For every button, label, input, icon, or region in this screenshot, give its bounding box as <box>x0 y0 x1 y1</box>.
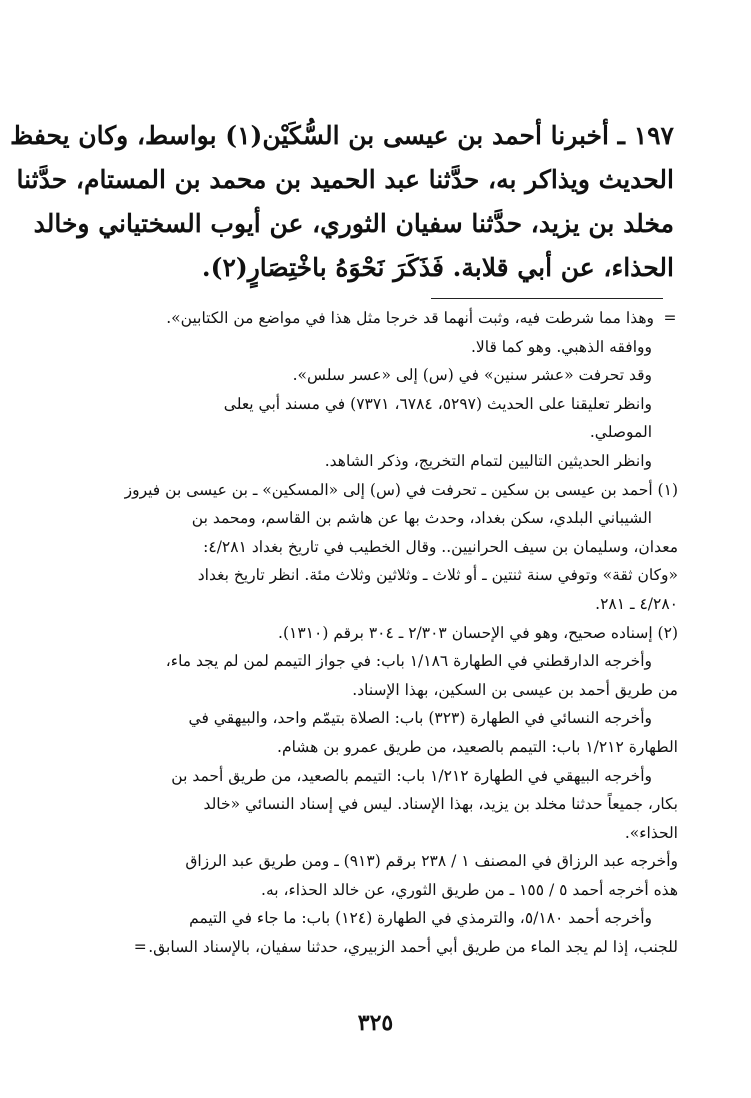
hadith-line: الحديث ويذاكر به، حدَّثنا عبد الحميد بن محمد بن المستام، حدَّثنا <box>16 165 674 194</box>
footnote-line: وانظر الحديثين التاليين لتمام التخريج، وذكر الشاهد. <box>324 451 652 470</box>
footnote-line: وقد تحرفت «عشر سنين» في (س) إلى «عسر سلس». <box>292 366 652 385</box>
footnote-line: وأخرجه الدارقطني في الطهارة ١/١٨٦ باب: في جواز التيمم لمن لم يجد ماء، <box>165 652 652 671</box>
footnote-line: بكار، جميعاً حدثنا مخلد بن يزيد، بهذا الإسناد. ليس في إسناد النسائي «خالد <box>203 795 678 814</box>
footnotes <box>74 304 678 962</box>
footnote-line: ووافقه الذهبي. وهو كما قالا. <box>470 337 652 356</box>
footnote-line: هذه أخرجه أحمد ٥ / ١٥٥ ـ من طريق الثوري، عن خالد الحذاء، به. <box>261 880 678 899</box>
footnote-line: ٤/٢٨٠ ـ ٢٨١. <box>595 594 678 613</box>
footnote-line: وانظر تعليقنا على الحديث (٥٢٩٧، ٦٧٨٤، ٧٣٧١) في مسند أبي يعلى <box>223 394 652 413</box>
footnote-line: وأخرجه أحمد ٥/١٨٠، والترمذي في الطهارة (١٢٤) باب: ما جاء في التيمم <box>189 909 652 928</box>
footnote-line: =وهذا مما شرطت فيه، وثبت أنهما قد خرجا مثل هذا في مواضع من الكتابين». <box>74 304 678 333</box>
footnote-separator <box>431 298 663 299</box>
footnote-line: الشيباني البلدي، سكن بغداد، وحدث بها عن هاشم بن القاسم، ومحمد بن <box>191 509 652 528</box>
continuation-marker: = <box>663 309 677 327</box>
footnote-line: للجنب، إذا لم يجد الماء من طريق أبي أحمد الزبيري، حدثنا سفيان، بالإسناد السابق.= <box>74 933 678 962</box>
footnote-line: وأخرجه عبد الرزاق في المصنف ١ / ٢٣٨ برقم (٩١٣) ـ ومن طريق عبد الرزاق <box>185 852 678 871</box>
page-number: ٣٢٥ <box>357 1010 394 1036</box>
hadith-text <box>10 114 674 290</box>
footnote-line: من طريق أحمد بن عيسى بن السكين، بهذا الإسناد. <box>352 680 678 699</box>
hadith-line: الحذاء، عن أبي قلابة. فَذَكَرَ نَحْوَهُ باخْتِصَارٍ(٢). <box>201 253 674 282</box>
footnote-line: (١) أحمد بن عيسى بن سكين ـ تحرفت في (س) إلى «المسكين» ـ بن عيسى بن فيروز <box>124 480 678 499</box>
footnote-line: (٢) إسناده صحيح، وهو في الإحسان ٢/٣٠٣ ـ ٣٠٤ برقم (١٣١٠). <box>278 623 678 642</box>
footnote-line: وأخرجه النسائي في الطهارة (٣٢٣) باب: الصلاة بتيمّم واحد، والبيهقي في <box>188 709 652 728</box>
footnote-line: الموصلي. <box>589 423 652 442</box>
hadith-line: مخلد بن يزيد، حدَّثنا سفيان الثوري، عن أيوب السختياني وخالد <box>33 209 674 238</box>
footnote-line: معدان، وسليمان بن سيف الحرانيين.. وقال الخطيب في تاريخ بغداد ٤/٢٨١: <box>203 537 678 556</box>
footnote-line: «وكان ثقة» وتوفي سنة ثنتين ـ أو ثلاث ـ وثلاثين وثلاث مئة. انظر تاريخ بغداد <box>197 566 678 585</box>
footnote-line: الحذاء». <box>624 823 678 842</box>
continuation-marker: = <box>133 938 147 957</box>
footnote-line: الطهارة ١/٢١٢ باب: التيمم بالصعيد، من طريق عمرو بن هشام. <box>277 737 678 756</box>
footnote-line: وأخرجه البيهقي في الطهارة ١/٢١٢ باب: التيمم بالصعيد، من طريق أحمد بن <box>171 766 652 785</box>
hadith-line: ١٩٧ ـ أخبرنا أحمد بن عيسى بن السُّكَيْن(١) بواسط، وكان يحفظ <box>10 121 674 150</box>
